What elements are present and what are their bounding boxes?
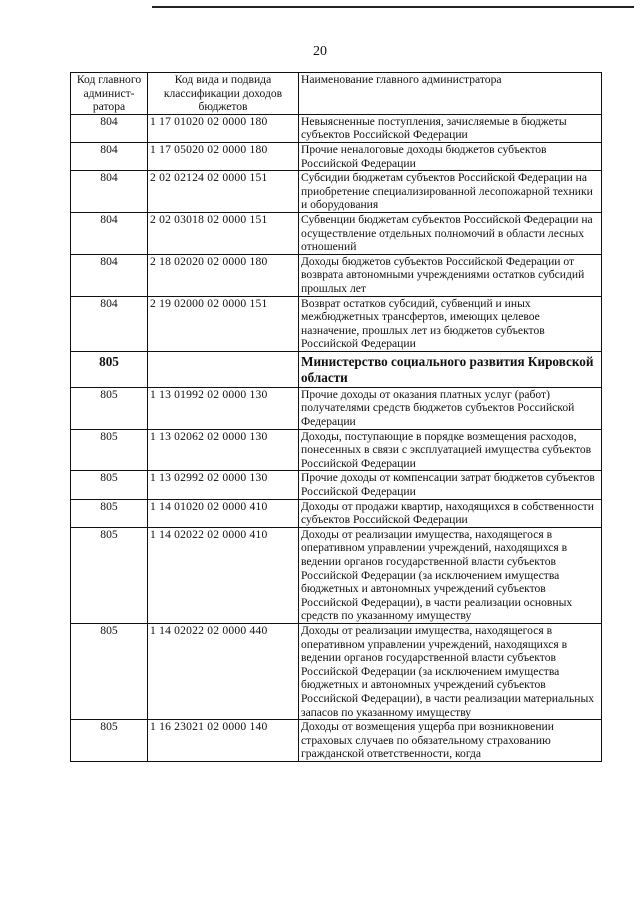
admin-code-cell: 805 [71, 527, 148, 623]
table-row [71, 623, 602, 719]
revenue-code-cell: 1 13 02992 02 0000 130 [148, 471, 299, 499]
admin-code-cell: 804 [71, 142, 148, 170]
table-row [71, 527, 602, 623]
admin-name-cell: Доходы от реализации имущества, находящегося в оперативном управлении учреждений, находящихся в ведении органов государственной власти субъектов Российской Федерации (за исключением имущества бюджетных и автономных учреждений субъектов Российской Федерации), в части реализации основных средств по указанному имуществу [299, 527, 602, 623]
revenue-code-cell: 1 13 02062 02 0000 130 [148, 429, 299, 471]
table-row [71, 296, 602, 351]
header-admin-code: Код главного админист-ратора [71, 73, 148, 115]
table-row [71, 212, 602, 254]
admin-code-cell: 805 [71, 387, 148, 429]
admin-name-cell: Прочие доходы от компенсации затрат бюджетов субъектов Российской Федерации [299, 471, 602, 499]
revenue-code-cell [148, 351, 299, 387]
admin-name-cell: Прочие неналоговые доходы бюджетов субъектов Российской Федерации [299, 142, 602, 170]
admin-name-cell: Прочие доходы от оказания платных услуг (работ) получателями средств бюджетов субъектов Российской Федерации [299, 387, 602, 429]
admin-name-cell: Доходы от реализации имущества, находящегося в оперативном управлении учреждений, находящихся в ведении органов государственной власти субъектов Российской Федерации (за исключением имущества бюджетных и автономных учреждений субъектов Российской Федерации), в части реализации материальных запасов по указанному имуществу [299, 623, 602, 719]
revenue-code-cell: 2 19 02000 02 0000 151 [148, 296, 299, 351]
admin-code-cell: 804 [71, 254, 148, 296]
revenue-code-cell: 1 17 01020 02 0000 180 [148, 114, 299, 142]
table-body [71, 114, 602, 761]
admin-code-cell: 805 [71, 499, 148, 527]
admin-name-cell: Субвенции бюджетам субъектов Российской Федерации на осуществление отдельных полномочий в области лесных отношений [299, 212, 602, 254]
page-number: 20 [313, 44, 327, 59]
table-header-row [71, 73, 602, 115]
table-row [71, 720, 602, 762]
admin-code-cell: 805 [71, 351, 148, 387]
table-row [71, 471, 602, 499]
table-row [71, 351, 602, 387]
admin-name-cell: Субсидии бюджетам субъектов Российской Федерации на приобретение специализированной лесопожарной техники и оборудования [299, 171, 602, 213]
revenue-code-cell: 1 14 01020 02 0000 410 [148, 499, 299, 527]
table-row [71, 387, 602, 429]
table-row [71, 114, 602, 142]
admin-code-cell: 805 [71, 429, 148, 471]
top-rule [152, 6, 634, 8]
admin-name-cell: Невыясненные поступления, зачисляемые в бюджеты субъектов Российской Федерации [299, 114, 602, 142]
header-revenue-code: Код вида и подвида классификации доходов бюджетов [148, 73, 299, 115]
header-admin-name: Наименование главного администратора [299, 73, 602, 115]
admin-code-cell: 805 [71, 623, 148, 719]
admin-code-cell: 804 [71, 114, 148, 142]
admin-name-cell: Возврат остатков субсидий, субвенций и иных межбюджетных трансфертов, имеющих целевое назначение, прошлых лет из бюджетов субъектов Российской Федерации [299, 296, 602, 351]
revenue-code-cell: 1 14 02022 02 0000 440 [148, 623, 299, 719]
revenue-code-cell: 2 18 02020 02 0000 180 [148, 254, 299, 296]
admin-code-cell: 804 [71, 212, 148, 254]
admin-name-cell: Министерство социального развития Кировской области [299, 351, 602, 387]
revenue-code-cell: 1 14 02022 02 0000 410 [148, 527, 299, 623]
table-row [71, 499, 602, 527]
revenue-code-cell: 2 02 02124 02 0000 151 [148, 171, 299, 213]
admin-name-cell: Доходы от возмещения ущерба при возникновении страховых случаев по обязательному страхованию гражданской ответственности, когда [299, 720, 602, 762]
admin-code-cell: 804 [71, 171, 148, 213]
revenue-administrators-table [70, 72, 602, 762]
admin-code-cell: 805 [71, 720, 148, 762]
admin-name-cell: Доходы бюджетов субъектов Российской Федерации от возврата автономными учреждениями остатков субсидий прошлых лет [299, 254, 602, 296]
revenue-code-cell: 1 16 23021 02 0000 140 [148, 720, 299, 762]
table-row [71, 142, 602, 170]
admin-name-cell: Доходы от продажи квартир, находящихся в собственности субъектов Российской Федерации [299, 499, 602, 527]
revenue-code-cell: 1 17 05020 02 0000 180 [148, 142, 299, 170]
admin-code-cell: 805 [71, 471, 148, 499]
table-row [71, 171, 602, 213]
table-row [71, 429, 602, 471]
revenue-code-cell: 1 13 01992 02 0000 130 [148, 387, 299, 429]
revenue-code-cell: 2 02 03018 02 0000 151 [148, 212, 299, 254]
admin-name-cell: Доходы, поступающие в порядке возмещения расходов, понесенных в связи с эксплуатацией имущества субъектов Российской Федерации [299, 429, 602, 471]
admin-code-cell: 804 [71, 296, 148, 351]
table-row [71, 254, 602, 296]
